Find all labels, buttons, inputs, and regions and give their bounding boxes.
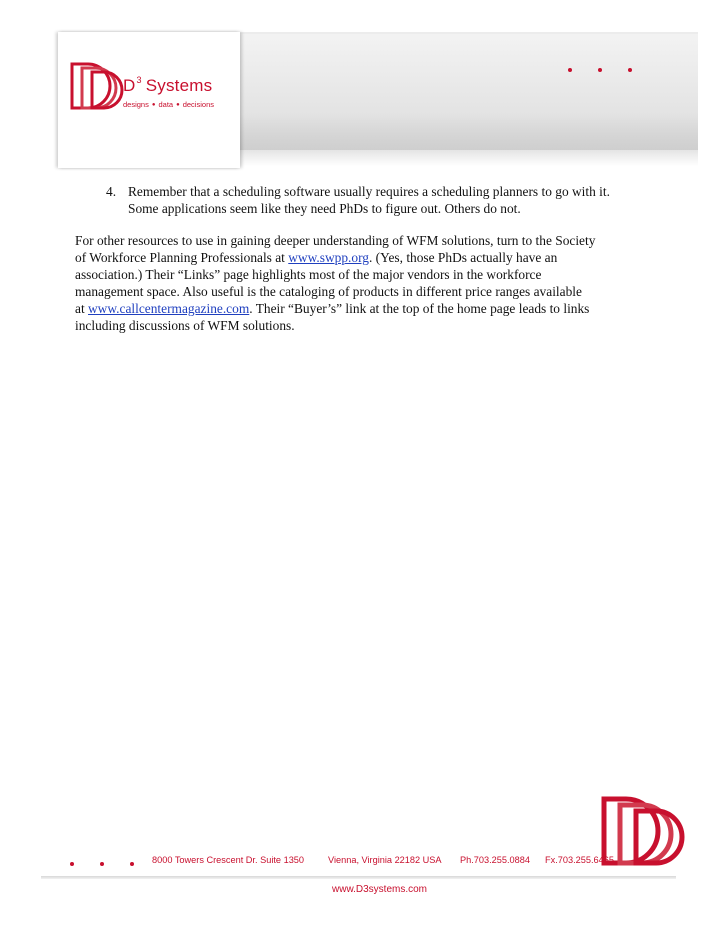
list-item-text: Remember that a scheduling software usually requires a scheduling planners to go with it. Some applications seem like they need PhDs to figure out. Others do not. xyxy=(128,184,610,216)
footer-city: Vienna, Virginia 22182 USA xyxy=(328,855,442,865)
swpp-link[interactable]: www.swpp.org xyxy=(288,250,369,265)
resources-paragraph: For other resources to use in gaining deeper understanding of WFM solutions, turn to the Society of Workforce Planning Professionals at www.swpp.org. (Yes, those PhDs actually have an association.) Their “Links” page highlights most of the major vendors in the workforce management space. Also useful is the cataloging of products in different price ranges available at www.callcentermagazine.com. Their “Buyer’s” link at the top of the home page leads to links including discussions of WFM solutions. xyxy=(75,233,596,333)
footer-phone: Ph.703.255.0884 xyxy=(460,855,530,865)
callcentermagazine-link[interactable]: www.callcentermagazine.com xyxy=(88,301,250,316)
footer-fax: Fx.703.255.6465 xyxy=(545,855,614,865)
footer-divider xyxy=(41,876,676,879)
header-banner-shadow xyxy=(240,150,698,166)
brand-name: $D^3$ Systems xyxy=(123,75,213,95)
footer-address: 8000 Towers Crescent Dr. Suite 1350 xyxy=(152,855,305,865)
footer-contact-line xyxy=(152,855,622,869)
logo-card xyxy=(58,32,240,168)
list-number: 4. xyxy=(106,184,117,199)
brand-tagline: designs ● data ● decisions xyxy=(123,100,214,109)
d3-logo-icon xyxy=(68,60,126,114)
footer-website[interactable]: www.D3systems.com xyxy=(332,884,428,895)
header-banner xyxy=(240,32,698,150)
header-decorative-dots xyxy=(558,60,648,74)
footer-decorative-dots xyxy=(68,860,148,868)
